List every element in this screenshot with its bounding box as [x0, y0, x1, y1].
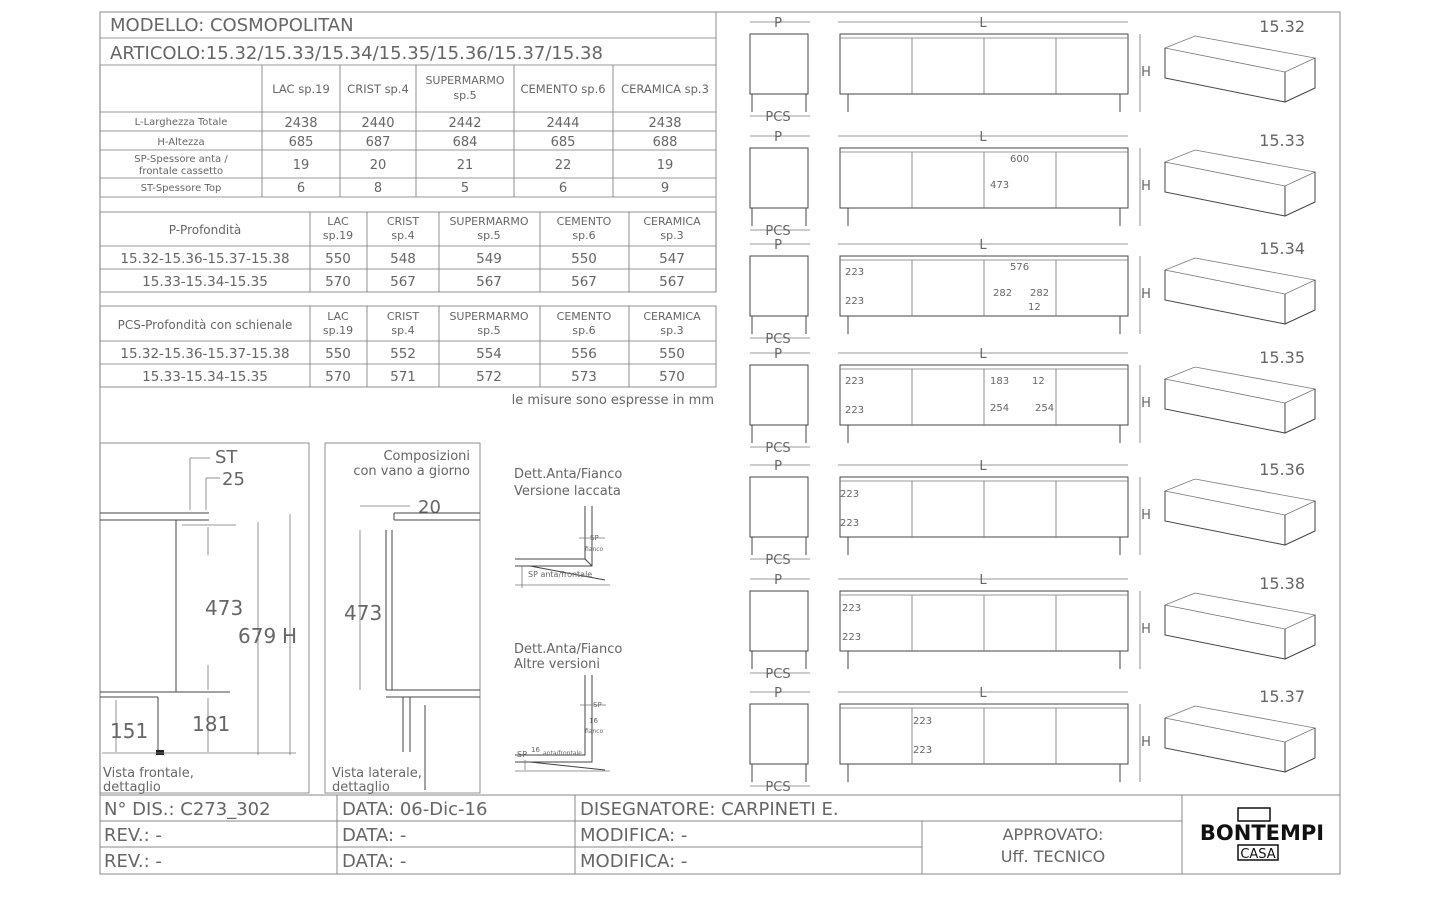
sp-anta-label: SP anta/frontale	[528, 570, 593, 579]
t1-cell: 21	[456, 158, 474, 173]
brand-name: BONTEMPI	[1199, 821, 1325, 845]
dim-181: 181	[192, 712, 231, 736]
side-caption-1: Vista laterale,	[332, 766, 422, 781]
dim-254: 254	[1035, 403, 1055, 414]
st-label: ST	[215, 447, 238, 468]
dim-223: 223	[913, 745, 933, 756]
dim-183: 183	[990, 376, 1010, 387]
dim-473: 473	[205, 596, 244, 620]
t3-row-label: 15.32-15.36-15.37-15.38	[120, 346, 290, 362]
dim-576: 576	[1010, 262, 1030, 273]
dim-600: 600	[1010, 154, 1030, 165]
dim-pcs-label: PCS	[765, 110, 791, 125]
t2-cell: 547	[659, 251, 685, 267]
side-view-body	[750, 148, 808, 208]
t2-title: P-Profondità	[168, 223, 242, 237]
dim-pcs-label: PCS	[765, 224, 791, 239]
anta-title-1b: Versione laccata	[514, 484, 621, 499]
t1-cell: 685	[288, 135, 314, 150]
t2-cell: 549	[476, 251, 502, 267]
t2-cell: 567	[659, 274, 685, 290]
thumb-top	[1165, 479, 1315, 515]
side-title-2: con vano a giorno	[353, 464, 470, 479]
dim-h-label: H	[1141, 179, 1151, 194]
dim-l-label: L	[979, 459, 987, 474]
ndis-label: N° DIS.: C273_302	[104, 799, 271, 820]
t2-row-label: 15.32-15.36-15.37-15.38	[120, 251, 290, 267]
t3-col: LAC	[327, 310, 349, 323]
side-view-body	[750, 256, 808, 316]
t2-col: sp.5	[477, 229, 501, 242]
thumb-top	[1165, 36, 1315, 72]
t2-col: CERAMICA	[643, 215, 701, 228]
dim-223: 223	[840, 518, 860, 529]
t1-cell: 6	[296, 181, 306, 196]
t3-col: CEMENTO	[556, 310, 612, 323]
designer-label: DISEGNATORE: CARPINETI E.	[580, 799, 839, 820]
t3-col: SUPERMARMO	[449, 310, 529, 323]
dim-h-label: H	[1141, 508, 1151, 523]
thumb-front	[1165, 379, 1285, 433]
sp16-label: SP	[517, 750, 527, 759]
model-code: 15.34	[1259, 239, 1305, 258]
thumb-front	[1165, 48, 1285, 102]
t2-cell: 550	[325, 251, 351, 267]
dim-h-label: H	[1141, 735, 1151, 750]
fianco2-label: fianco	[585, 728, 604, 735]
dim-h: H	[282, 624, 298, 648]
anta2-label: anta/frontale	[543, 750, 582, 757]
articolo-title: ARTICOLO:15.32/15.33/15.34/15.35/15.36/15.37/15.38	[110, 43, 603, 64]
t1-cell: 6	[558, 181, 568, 196]
thumb-top	[1165, 706, 1315, 742]
thumb-top	[1165, 367, 1315, 403]
thumb-front	[1165, 270, 1285, 324]
dim-223: 223	[845, 296, 865, 307]
thumb-front	[1165, 605, 1285, 659]
anta-title-2a: Dett.Anta/Fianco	[514, 642, 623, 657]
fianco-label: fianco	[585, 546, 604, 553]
t3-col: CERAMICA	[643, 310, 701, 323]
brand-sub: CASA	[1240, 847, 1276, 862]
t1-col-lac: LAC sp.19	[272, 82, 330, 96]
dim-254: 254	[990, 403, 1010, 414]
dim-151: 151	[110, 719, 149, 743]
side-view-body	[750, 477, 808, 537]
t3-col: sp.6	[572, 324, 596, 337]
t2-col: LAC	[327, 215, 349, 228]
dim-p-label: P	[774, 686, 782, 701]
t2-cell: 567	[476, 274, 502, 290]
t1-col-supermarmo-sp: sp.5	[453, 89, 477, 102]
side-view-body	[750, 591, 808, 651]
front-detail-view	[100, 443, 309, 795]
t2-col: sp.6	[572, 229, 596, 242]
side-detail-view	[325, 443, 480, 795]
model-code: 15.35	[1259, 348, 1305, 367]
model-code: 15.33	[1259, 131, 1305, 150]
front-caption-1: Vista frontale,	[103, 766, 194, 781]
t1-cell: 19	[292, 158, 310, 173]
t3-cell: 570	[659, 369, 685, 385]
t1-cell: 2444	[546, 116, 580, 131]
dim-20: 20	[418, 497, 441, 518]
d16-label: 16	[589, 717, 598, 725]
depth-backpanel-table	[100, 306, 716, 408]
sp2-label: SP	[593, 701, 602, 709]
dim-p-label: P	[774, 459, 782, 474]
brand-logo	[1200, 808, 1324, 862]
t3-cell: 550	[325, 346, 351, 362]
t1-row-label: frontale cassetto	[138, 166, 224, 177]
t1-cell: 5	[460, 181, 470, 196]
t1-row-label: ST-Spessore Top	[140, 183, 222, 194]
t1-cell: 9	[660, 181, 670, 196]
dim-l-label: L	[979, 238, 987, 253]
dim-h-label: H	[1141, 287, 1151, 302]
dim-l-label: L	[979, 686, 987, 701]
t2-cell: 567	[390, 274, 416, 290]
dim-pcs-label: PCS	[765, 332, 791, 347]
t2-col: sp.19	[322, 229, 354, 242]
t2-col: CRIST	[386, 215, 420, 228]
t1-cell: 19	[656, 158, 674, 173]
dim-pcs-label: PCS	[765, 553, 791, 568]
model-code: 15.32	[1259, 17, 1305, 36]
mod2-label: MODIFICA: -	[580, 851, 688, 872]
dim-223: 223	[840, 489, 860, 500]
title-block	[100, 795, 1340, 874]
t1-cell: 22	[554, 158, 572, 173]
dim-223: 223	[842, 632, 862, 643]
anta-title-2b: Altre versioni	[514, 657, 601, 672]
door-detail-lacquer	[514, 467, 622, 588]
dim-12: 12	[1032, 376, 1045, 387]
dimensions-table	[100, 65, 716, 197]
front-caption-2: dettaglio	[103, 780, 161, 795]
t3-cell: 550	[659, 346, 685, 362]
dim-473: 473	[990, 180, 1010, 191]
thumb-top	[1165, 593, 1315, 629]
dim-h-label: H	[1141, 396, 1151, 411]
t2-cell: 567	[571, 274, 597, 290]
dim-l-label: L	[979, 347, 987, 362]
t2-row-label: 15.33-15.34-15.35	[142, 274, 268, 290]
dim-223: 223	[842, 603, 862, 614]
t3-col: sp.4	[391, 324, 415, 337]
dim-223: 223	[913, 716, 933, 727]
dim-679: 679	[238, 624, 277, 648]
t3-cell: 556	[571, 346, 597, 362]
t3-col: sp.5	[477, 324, 501, 337]
side-view-body	[750, 365, 808, 425]
units-note: le misure sono espresse in mm	[511, 393, 714, 408]
t1-col-cemento: CEMENTO sp.6	[520, 82, 606, 96]
t1-cell: 8	[373, 181, 383, 196]
dim-l-label: L	[979, 130, 987, 145]
t3-cell: 570	[325, 369, 351, 385]
t1-cell: 688	[652, 135, 678, 150]
t1-col-supermarmo: SUPERMARMO	[425, 74, 505, 87]
uff-label: Uff. TECNICO	[1000, 847, 1106, 866]
t2-col: sp.3	[660, 229, 684, 242]
thumb-top	[1165, 258, 1315, 294]
t1-cell: 2438	[648, 116, 682, 131]
t2-cell: 548	[390, 251, 416, 267]
door-detail-other	[514, 642, 622, 771]
anta-title-1a: Dett.Anta/Fianco	[514, 467, 623, 482]
t3-col: sp.3	[660, 324, 684, 337]
dim-223: 223	[845, 405, 865, 416]
dim-p-label: P	[774, 573, 782, 588]
dim-h-label: H	[1141, 622, 1151, 637]
dim-p-label: P	[774, 238, 782, 253]
t3-cell: 572	[476, 369, 502, 385]
dim-223: 223	[845, 376, 865, 387]
t2-col: sp.4	[391, 229, 415, 242]
dim-pcs-label: PCS	[765, 780, 791, 795]
data3-label: DATA: -	[342, 851, 407, 872]
t3-col: sp.19	[322, 324, 354, 337]
t3-title: PCS-Profondità con schienale	[117, 318, 293, 332]
side-dim-473: 473	[344, 601, 383, 625]
t2-cell: 550	[571, 251, 597, 267]
dim-l-label: L	[979, 573, 987, 588]
elevation-rows	[750, 16, 1315, 795]
model-code: 15.37	[1259, 687, 1305, 706]
t1-row-label: L-Larghezza Totale	[134, 117, 228, 128]
dim-282: 282	[993, 288, 1013, 299]
t2-cell: 570	[325, 274, 351, 290]
depth-table	[100, 212, 716, 292]
side-view-body	[750, 34, 808, 94]
data1-label: DATA: 06-Dic-16	[342, 799, 488, 820]
thumb-front	[1165, 491, 1285, 545]
dim-p-label: P	[774, 130, 782, 145]
t1-col-crist: CRIST sp.4	[347, 82, 409, 96]
t2-col: SUPERMARMO	[449, 215, 529, 228]
s16-label: 16	[531, 746, 540, 754]
t1-cell: 685	[550, 135, 576, 150]
model-code: 15.38	[1259, 574, 1305, 593]
dim-pcs-label: PCS	[765, 667, 791, 682]
t3-row-label: 15.33-15.34-15.35	[142, 369, 268, 385]
data2-label: DATA: -	[342, 825, 407, 846]
dim-p-label: P	[774, 347, 782, 362]
dim-pcs-label: PCS	[765, 441, 791, 456]
t3-cell: 573	[571, 369, 597, 385]
dim-p-label: P	[774, 16, 782, 31]
side-title-1: Composizioni	[383, 449, 470, 464]
dim-223: 223	[845, 267, 865, 278]
dim-25: 25	[222, 469, 245, 490]
thumb-front	[1165, 718, 1285, 772]
rev1-label: REV.: -	[104, 825, 162, 846]
dim-12: 12	[1028, 302, 1041, 313]
t1-cell: 687	[365, 135, 391, 150]
side-caption-2: dettaglio	[332, 780, 390, 795]
side-view-body	[750, 704, 808, 764]
header-block	[100, 12, 716, 292]
rev2-label: REV.: -	[104, 851, 162, 872]
modello-title: MODELLO: COSMOPOLITAN	[110, 15, 354, 36]
thumb-top	[1165, 150, 1315, 186]
t1-cell: 684	[452, 135, 478, 150]
t1-row-label: H-Altezza	[157, 137, 205, 148]
t3-col: CRIST	[386, 310, 420, 323]
approvato-label: APPROVATO:	[1002, 825, 1104, 844]
t3-cell: 554	[476, 346, 502, 362]
mod1-label: MODIFICA: -	[580, 825, 688, 846]
t3-cell: 552	[390, 346, 416, 362]
t1-cell: 2440	[361, 116, 395, 131]
dim-h-label: H	[1141, 65, 1151, 80]
dim-282: 282	[1030, 288, 1050, 299]
sp-label: SP	[590, 534, 599, 542]
t1-col-ceramica: CERAMICA sp.3	[621, 82, 709, 96]
t1-row-label: SP-Spessore anta /	[134, 154, 228, 165]
t1-cell: 2442	[448, 116, 482, 131]
t1-cell: 2438	[284, 116, 318, 131]
dim-l-label: L	[979, 16, 987, 31]
t1-cell: 20	[369, 158, 387, 173]
t3-cell: 571	[390, 369, 416, 385]
model-code: 15.36	[1259, 460, 1305, 479]
thumb-front	[1165, 162, 1285, 216]
t2-col: CEMENTO	[556, 215, 612, 228]
